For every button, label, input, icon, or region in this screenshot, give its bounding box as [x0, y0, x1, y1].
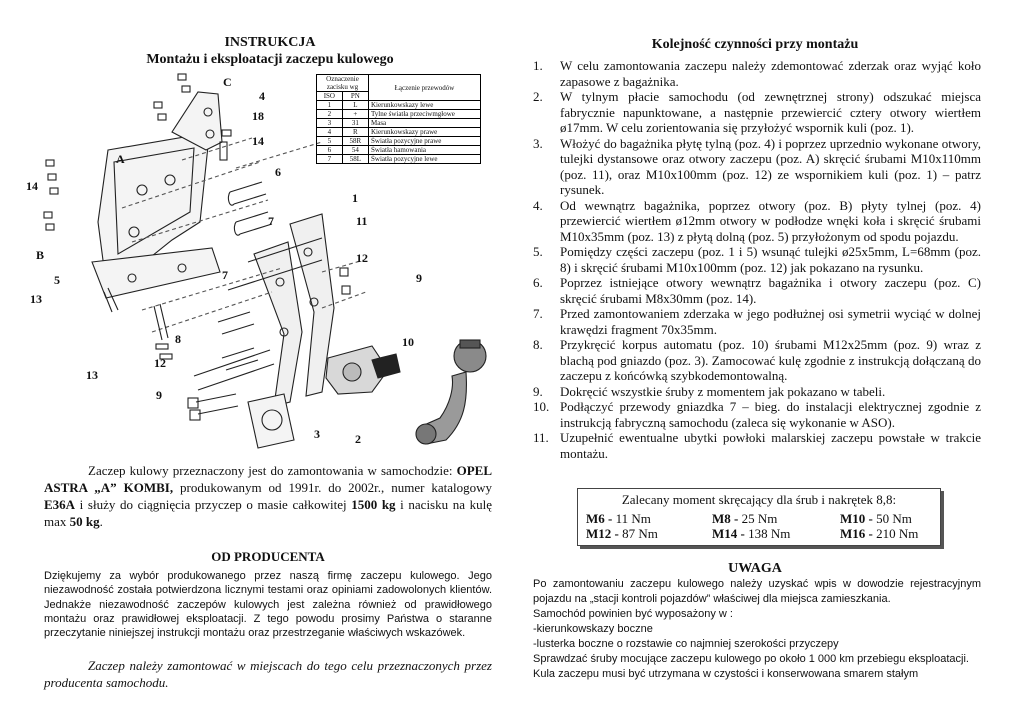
warning-heading: UWAGA [728, 561, 782, 576]
wiring-iso: 5 [317, 137, 343, 146]
step-item [533, 136, 981, 198]
document-title [40, 34, 500, 68]
torque-value: 25 Nm [738, 511, 778, 526]
step-number: 4. [533, 197, 543, 213]
callout-13-bottom: 13 [86, 368, 98, 382]
torque-item [840, 511, 940, 526]
steps-heading: Kolejność czynności przy montażu [651, 37, 859, 52]
callout-18: 18 [252, 109, 264, 123]
wiring-desc: Kierunkowskazy lewe [369, 101, 481, 110]
torque-size: M6 - [586, 511, 613, 526]
assembly-steps [533, 58, 981, 461]
step-number: 1. [533, 58, 543, 73]
callout-14-top: 14 [252, 134, 264, 148]
callout-4: 4 [259, 89, 265, 103]
step-text: Od wewnątrz bagażnika, poprzez otwory (poz. B) płyty tylnej (poz. 4) przewiercić wiertłem ø12mm otwory w podłodze wnęki koła i skręcić śrubami M10x35mm (poz. 13) z płytą dolną (poz. 5) przyłożonym od spodu pojazdu. [560, 197, 981, 244]
title-line-1: INSTRUKCJA [224, 35, 316, 50]
step-item [533, 399, 981, 430]
torque-size: M8 - [712, 511, 739, 526]
callout-a: A [116, 152, 125, 166]
intro-ball-load: 50 kg [69, 514, 100, 529]
wiring-pn: + [342, 110, 368, 119]
callout-c: C [223, 75, 232, 89]
step-item [533, 198, 981, 245]
step-item [533, 306, 981, 337]
callout-1: 1 [352, 191, 358, 205]
step-number: 5. [533, 244, 543, 259]
step-text: W celu zamontowania zaczepu należy zdemontować zderzak oraz wyjąć koło zapasowe z bagażnika. [560, 58, 981, 89]
callout-12-right: 12 [356, 251, 368, 265]
wiring-row [317, 137, 481, 146]
torque-value: 50 Nm [872, 511, 912, 526]
callout-10: 10 [402, 335, 414, 349]
wiring-header-group: Oznaczenie zacisku wg [317, 75, 369, 92]
intro-text-4: i nacisku na kulę max [44, 497, 492, 529]
wiring-iso: 7 [317, 155, 343, 164]
warning-line: Po zamontowaniu zaczepu kulowego należy uzyskać wpis w dowodzie rejestracyjnym pojazdu na „stacji kontroli pojazdów” właściwej dla miejsca zamieszkania. [533, 578, 981, 605]
step-number: 3. [533, 135, 543, 151]
wiring-iso: 4 [317, 128, 343, 137]
wiring-pn: 58L [342, 155, 368, 164]
wiring-desc: Światła pozycyjne lewe [369, 155, 481, 164]
step-number: 6. [533, 275, 543, 290]
wiring-desc: Masa [369, 119, 481, 128]
callout-8: 8 [175, 332, 181, 346]
wiring-row [317, 155, 481, 164]
step-text: Podłączyć przewody gniazdka 7 – bieg. do instalacji elektrycznej zgodnie z instrukcją fabryczną samochodu (zaleca się wykonanie w ASO). [560, 399, 981, 430]
wiring-iso: 3 [317, 119, 343, 128]
intro-trailer-mass: 1500 kg [351, 497, 396, 512]
intro-text-3: i służy do ciągnięcia przyczep o masie całkowitej [75, 497, 352, 512]
torque-item [586, 526, 712, 541]
callout-6: 6 [275, 165, 281, 179]
step-text: Włożyć do bagażnika płytę tylną (poz. 4) i poprzez uprzednio wykonane otwory, tulejki dystansowe oraz otwory zaczepu (poz. A) skręcić śrubami M10x110mm (poz. 11), oraz M10x100mm (poz. 12) ze wspornikiem kuli (poz. 1) – patrz rysunek. [560, 135, 981, 197]
step-item [533, 430, 981, 461]
wiring-pn: 58R [342, 137, 368, 146]
torque-value: 11 Nm [612, 511, 651, 526]
wiring-iso: 1 [317, 101, 343, 110]
step-text: Przed zamontowaniem zderzaka w jego podłużnej osi symetrii wyciąć w dolnej krawędzi fragment 70x35mm. [560, 306, 981, 337]
intro-car-model: OPEL ASTRA „A” KOMBI, [44, 463, 492, 495]
step-text: W tylnym płacie samochodu (od zewnętrznej strony) odszukać miejsca fabrycznie napunktowane, a następnie przewiercić cztery otwory wiertłem ø17mm. W celu zorientowania się przyłożyć wspornik kuli (poz. 1). [560, 89, 981, 135]
step-number: 11. [533, 430, 549, 445]
wiring-pn: 31 [342, 119, 368, 128]
torque-value: 87 Nm [618, 526, 658, 541]
step-number: 10. [533, 399, 550, 414]
wiring-pn: R [342, 128, 368, 137]
callout-9-bottom: 9 [156, 388, 162, 402]
torque-item [840, 526, 940, 541]
step-item [533, 337, 981, 384]
step-number: 8. [533, 337, 543, 352]
torque-value: 138 Nm [744, 526, 791, 541]
callout-14-left: 14 [26, 179, 38, 193]
wiring-row [317, 119, 481, 128]
wiring-desc: Światła hamowania [369, 146, 481, 155]
wiring-iso: 2 [317, 110, 343, 119]
step-number: 7. [533, 306, 543, 321]
torque-heading: Zalecany moment skręcający dla śrub i nakrętek 8,8: [621, 492, 897, 507]
callout-13-left: 13 [30, 292, 42, 306]
wiring-desc: Tylne światła przeciwmgłowe [369, 110, 481, 119]
torque-item [586, 511, 712, 526]
step-number: 2. [533, 89, 543, 104]
step-item [533, 244, 981, 275]
step-item [533, 58, 981, 89]
producer-heading: OD PRODUCENTA [211, 549, 325, 564]
wiring-iso: 6 [317, 146, 343, 155]
step-number: 9. [533, 383, 543, 399]
title-line-2: Montażu i eksploatacji zaczepu kulowego [146, 52, 394, 67]
step-text: Pomiędzy części zaczepu (poz. 1 i 5) wsunąć tulejki ø25x5mm, L=68mm (poz. 8) i skręcić śrubami M10x100mm (poz. 12) jak pokazano na rysunku. [560, 244, 981, 275]
producer-text: Dziękujemy za wybór produkowanego przez naszą firmę zaczepu kulowego. Jego niezawodność została potwierdzona licznymi testami oraz opiniami zadowolonych klientów. Jednakże niezawodność zaczepów kulowych jest zależna również od prawidłowego montażu oraz prawidłowej eksploatacji. Z tego powodu prosimy Państwa o staranne przeczytanie niniejszej instrukcji montażu oraz przestrzeganie właściwych wskazówek. [44, 570, 492, 640]
intro-paragraph [44, 462, 492, 530]
wiring-row [317, 146, 481, 155]
warning-line: Sprawdzać śruby mocujące zaczepu kulowego po około 1 000 km przebiegu eksploatacji. [533, 653, 969, 665]
wiring-desc: Kierunkowskazy prawe [369, 128, 481, 137]
warning-line: -kierunkowskazy boczne [533, 623, 653, 635]
callout-2: 2 [355, 432, 361, 446]
wiring-header-iso: ISO [317, 92, 343, 101]
intro-catalog-number: E36A [44, 497, 76, 512]
callout-b: B [36, 248, 45, 262]
producer-note: Zaczep należy zamontować w miejscach do tego celu przeznaczonych przez producenta samochodu. [44, 658, 492, 690]
torque-item [712, 526, 840, 541]
step-text: Poprzez istniejące otwory wewnątrz bagażnika i otwory zaczepu (poz. C) skręcić śrubami M8x30mm (poz. 14). [560, 275, 981, 306]
warning-line: Samochód powinien być wyposażony w : [533, 608, 733, 620]
step-text: Uzupełnić ewentualne ubytki powłoki malarskiej zaczepu powstałe w trakcie montażu. [560, 430, 981, 461]
wiring-table [316, 74, 481, 164]
torque-size: M10 - [840, 511, 873, 526]
torque-size: M16 - [840, 526, 873, 541]
warning-line: Kula zaczepu musi być utrzymana w czystości i konserwowana smarem stałym [533, 668, 919, 680]
step-item [533, 384, 981, 400]
torque-grid [578, 511, 940, 541]
torque-value: 210 Nm [872, 526, 919, 541]
wiring-row [317, 110, 481, 119]
step-text: Dokręcić wszystkie śruby z momentem jak pokazano w tabeli. [560, 383, 886, 399]
wiring-header-pn: PN [342, 92, 368, 101]
step-item [533, 89, 981, 136]
callout-3: 3 [314, 427, 320, 441]
callout-9-right: 9 [416, 271, 422, 285]
wiring-row [317, 101, 481, 110]
wiring-pn: L [342, 101, 368, 110]
warning-text [533, 577, 981, 682]
callout-11: 11 [356, 214, 368, 228]
callout-7-mid: 7 [222, 268, 228, 282]
step-item [533, 275, 981, 306]
torque-box [577, 488, 941, 546]
intro-text-1: Zaczep kulowy przeznaczony jest do zamontowania w samochodzie: [88, 463, 457, 478]
torque-size: M12 - [586, 526, 619, 541]
wiring-desc: Światła pozycyjne prawe [369, 137, 481, 146]
wiring-row [317, 128, 481, 137]
wiring-pn: 54 [342, 146, 368, 155]
intro-text-2: produkowanym od 1991r. do 2002r., numer katalogowy [173, 480, 493, 495]
callout-12-bottom: 12 [154, 356, 166, 370]
torque-item [712, 511, 840, 526]
step-text: Przykręcić korpus automatu (poz. 10) śrubami M12x25mm (poz. 9) wraz z blachą pod gniazdo (poz. 3). Zamocować kulę zgodnie z instrukcją dołączaną do zaczepu z końcówką szybkodemontowalną. [560, 337, 981, 383]
callout-5: 5 [54, 273, 60, 287]
torque-size: M14 - [712, 526, 745, 541]
wiring-header-conn: Łączenie przewodów [369, 75, 481, 101]
intro-text-5: . [99, 514, 103, 529]
callout-7-top: 7 [268, 214, 274, 228]
warning-line: -lusterka boczne o rozstawie co najmniej szerokości przyczepy [533, 638, 839, 650]
